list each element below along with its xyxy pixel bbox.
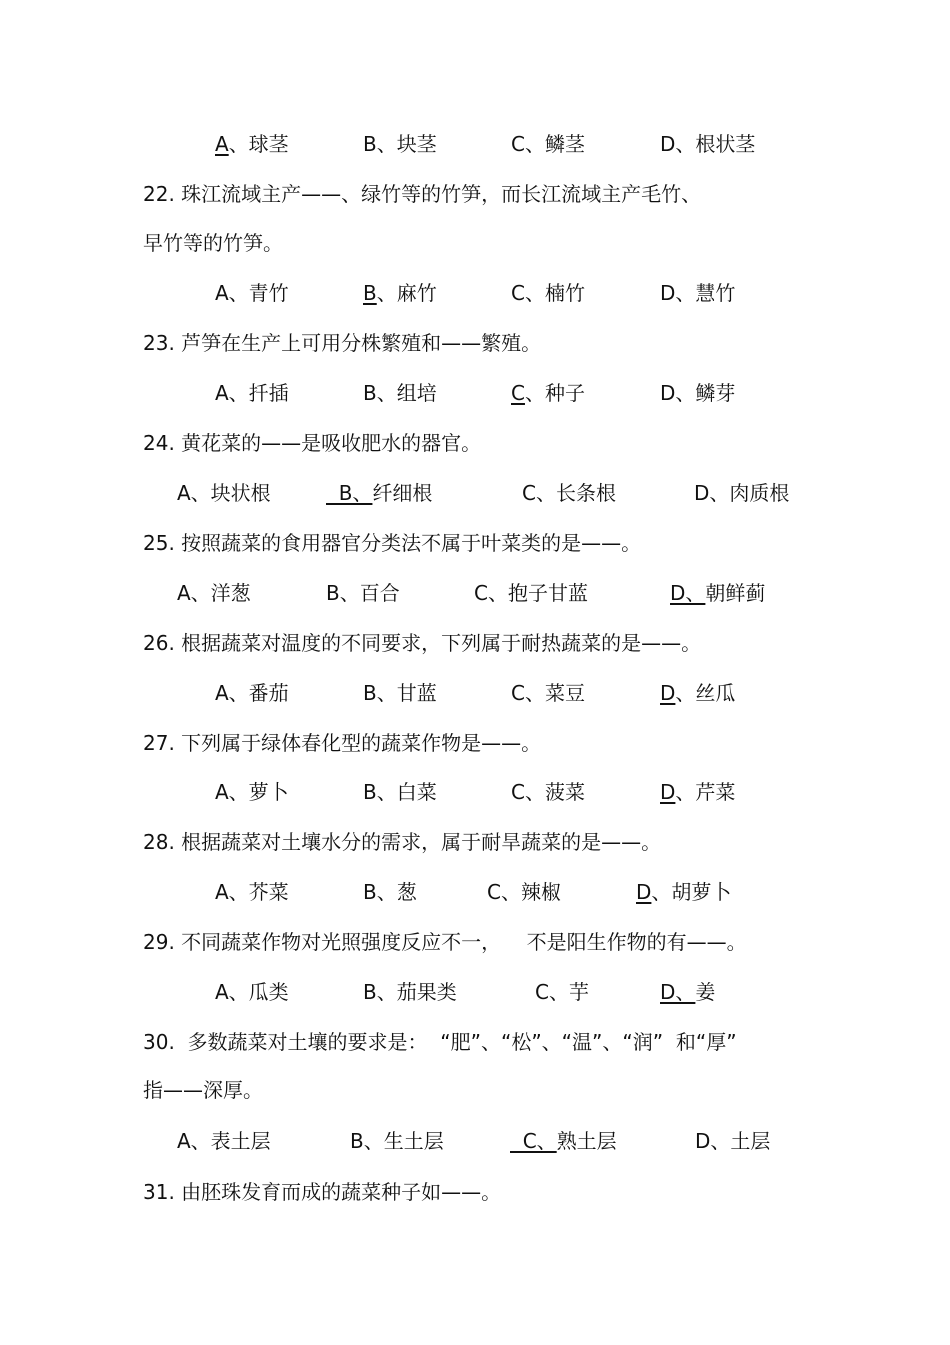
q21-option-c: C、鳞茎 bbox=[511, 132, 585, 156]
q26-answer-mark: D bbox=[660, 681, 676, 705]
q30-option-a: A、表土层 bbox=[177, 1129, 271, 1153]
q26-option-a: A、番茄 bbox=[215, 681, 289, 705]
q27-option-c: C、菠菜 bbox=[511, 780, 585, 804]
q22-answer-mark: B bbox=[363, 281, 377, 305]
q23-option-b: B、组培 bbox=[363, 381, 437, 405]
q29-option-a: A、瓜类 bbox=[215, 980, 289, 1004]
q28-stem: 28. 根据蔬菜对土壤水分的需求，属于耐旱蔬菜的是——。 bbox=[143, 830, 662, 854]
q27-option-b: B、白菜 bbox=[363, 780, 437, 804]
q25-option-b: B、百合 bbox=[326, 581, 400, 605]
q29-option-c: C、芋 bbox=[535, 980, 589, 1004]
q22-option-a: A、青竹 bbox=[215, 281, 289, 305]
q23-option-d: D、鳞芽 bbox=[660, 381, 736, 405]
q27-option-a: A、萝卜 bbox=[215, 780, 289, 804]
q27-option-d: D、芹菜 bbox=[660, 780, 736, 804]
q30-stem-line1: 30. 多数蔬菜对土壤的要求是： “肥”、“松”、“温”、“润” 和“厚” bbox=[143, 1030, 737, 1054]
q21-option-d: D、根状茎 bbox=[660, 132, 756, 156]
q23-answer-mark: C bbox=[511, 381, 525, 405]
q25-option-d: D、朝鲜蓟 bbox=[670, 581, 766, 605]
q29-option-b: B、茄果类 bbox=[363, 980, 457, 1004]
q23-option-c: C、种子 bbox=[511, 381, 585, 405]
q25-answer-mark: D、 bbox=[670, 581, 706, 605]
q24-option-a: A、块状根 bbox=[177, 481, 271, 505]
q24-option-d: D、肉质根 bbox=[694, 481, 790, 505]
q22-option-b: B、麻竹 bbox=[363, 281, 437, 305]
q25-stem: 25. 按照蔬菜的食用器官分类法不属于叶菜类的是——。 bbox=[143, 531, 642, 555]
q26-option-c: C、菜豆 bbox=[511, 681, 585, 705]
q26-option-d: D、丝瓜 bbox=[660, 681, 736, 705]
q29-answer-mark: D、 bbox=[660, 980, 696, 1004]
q28-option-d: D、胡萝卜 bbox=[636, 880, 732, 904]
q30-option-c: C、熟土层 bbox=[510, 1129, 617, 1153]
q21-answer-mark: A bbox=[215, 132, 229, 156]
q23-stem: 23. 芦笋在生产上可用分株繁殖和——繁殖。 bbox=[143, 331, 542, 355]
q25-option-a: A、洋葱 bbox=[177, 581, 251, 605]
q27-answer-mark: D bbox=[660, 780, 676, 804]
q30-answer-mark: C、 bbox=[510, 1129, 557, 1153]
q22-option-d: D、慧竹 bbox=[660, 281, 736, 305]
q24-option-c: C、长条根 bbox=[522, 481, 616, 505]
q22-option-c: C、楠竹 bbox=[511, 281, 585, 305]
q23-option-a: A、扦插 bbox=[215, 381, 289, 405]
q28-option-b: B、葱 bbox=[363, 880, 417, 904]
q26-stem: 26. 根据蔬菜对温度的不同要求，下列属于耐热蔬菜的是——。 bbox=[143, 631, 702, 655]
q28-answer-mark: D bbox=[636, 880, 652, 904]
q31-stem: 31. 由胚珠发育而成的蔬菜种子如——。 bbox=[143, 1180, 502, 1204]
q27-stem: 27. 下列属于绿体春化型的蔬菜作物是——。 bbox=[143, 731, 542, 755]
q24-stem: 24. 黄花菜的——是吸收肥水的器官。 bbox=[143, 431, 482, 455]
q21-option-b: B、块茎 bbox=[363, 132, 437, 156]
q28-option-c: C、辣椒 bbox=[487, 880, 561, 904]
q22-stem-line1: 22. 珠江流域主产——、绿竹等的竹笋，而长江流域主产毛竹、 bbox=[143, 182, 702, 206]
q24-option-b: B、纤细根 bbox=[326, 481, 433, 505]
q29-option-d: D、姜 bbox=[660, 980, 716, 1004]
q30-option-b: B、生土层 bbox=[350, 1129, 444, 1153]
q30-option-d: D、土层 bbox=[695, 1129, 771, 1153]
q21-option-a: A、球茎 bbox=[215, 132, 289, 156]
q30-stem-line2: 指——深厚。 bbox=[143, 1078, 263, 1102]
q28-option-a: A、芥菜 bbox=[215, 880, 289, 904]
q29-stem: 29. 不同蔬菜作物对光照强度反应不一， 不是阳生作物的有——。 bbox=[143, 930, 747, 954]
q25-option-c: C、抱子甘蓝 bbox=[474, 581, 588, 605]
q24-answer-mark: B、 bbox=[326, 481, 373, 505]
q26-option-b: B、甘蓝 bbox=[363, 681, 437, 705]
q22-stem-line2: 早竹等的竹笋。 bbox=[143, 231, 283, 255]
